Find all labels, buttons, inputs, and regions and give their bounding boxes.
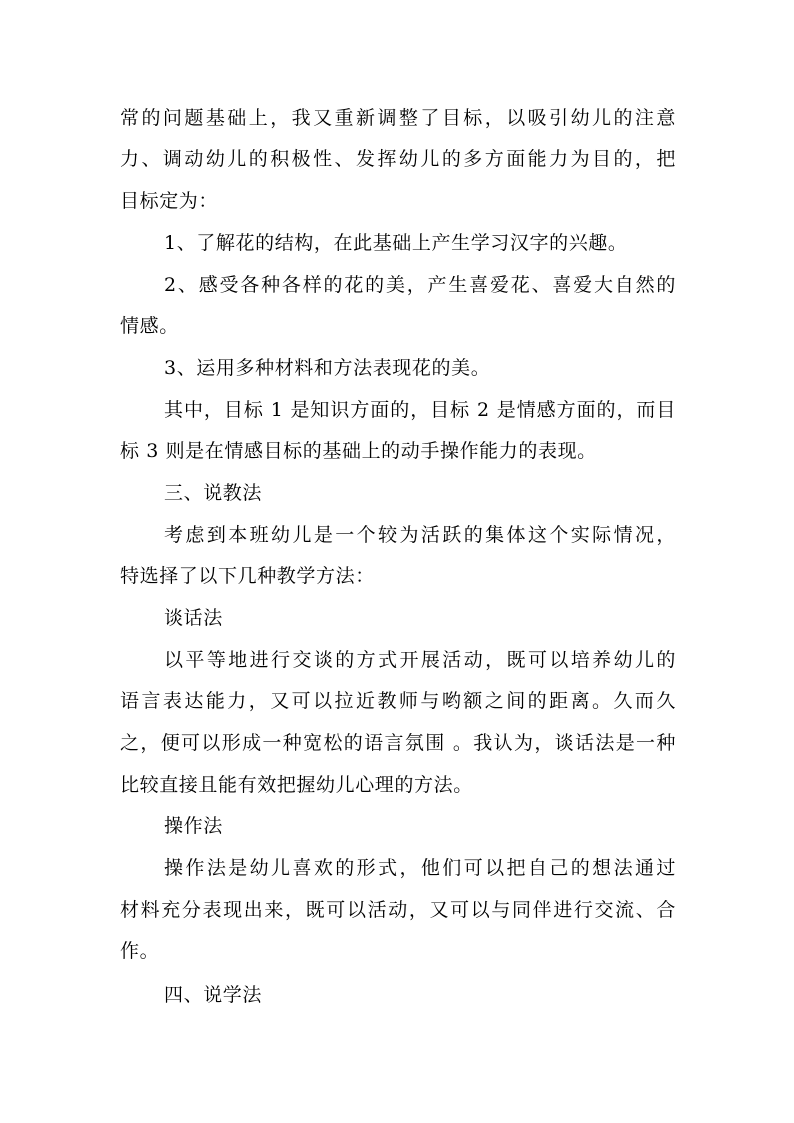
paragraph-line: 操作法是幼儿喜欢的形式，他们可以把自己的想法通过 — [164, 857, 676, 879]
subheading: 谈话法 — [164, 607, 223, 629]
paragraph-line: 目标定为： — [120, 190, 219, 212]
paragraph-line: 标 3 则是在情感目标的基础上的动手操作能力的表现。 — [120, 440, 597, 462]
section-heading: 三、说教法 — [164, 482, 263, 504]
paragraph-line: 常的问题基础上，我又重新调整了目标，以吸引幼儿的注意 — [120, 107, 676, 129]
paragraph-line: 之，便可以形成一种宽松的语言氛围 。我认为，谈话法是一种 — [120, 732, 676, 754]
paragraph-line: 特选择了以下几种教学方法： — [120, 565, 375, 587]
paragraph-line: 其中，目标 1 是知识方面的，目标 2 是情感方面的，而目 — [164, 399, 676, 421]
paragraph-line: 情感。 — [120, 315, 179, 337]
paragraph-line: 以平等地进行交谈的方式开展活动，既可以培养幼儿的 — [164, 649, 676, 671]
paragraph-line: 语言表达能力，又可以拉近教师与哟额之间的距离。久而久 — [120, 690, 676, 712]
paragraph-line: 考虑到本班幼儿是一个较为活跃的集体这个实际情况， — [164, 524, 676, 546]
list-item: 3、运用多种材料和方法表现花的美。 — [164, 357, 491, 379]
list-item: 1、了解花的结构，在此基础上产生学习汉字的兴趣。 — [164, 232, 628, 254]
subheading: 操作法 — [164, 815, 223, 837]
paragraph-line: 力、调动幼儿的积极性、发挥幼儿的多方面能力为目的，把 — [120, 148, 676, 170]
paragraph-line: 材料充分表现出来，既可以活动，又可以与同伴进行交流、合 — [120, 899, 676, 921]
paragraph-line: 作。 — [120, 940, 160, 962]
list-item: 2、感受各种各样的花的美，产生喜爱花、喜爱大自然的 — [164, 274, 676, 296]
paragraph-line: 比较直接且能有效把握幼儿心理的方法。 — [120, 774, 473, 796]
section-heading: 四、说学法 — [164, 984, 263, 1006]
